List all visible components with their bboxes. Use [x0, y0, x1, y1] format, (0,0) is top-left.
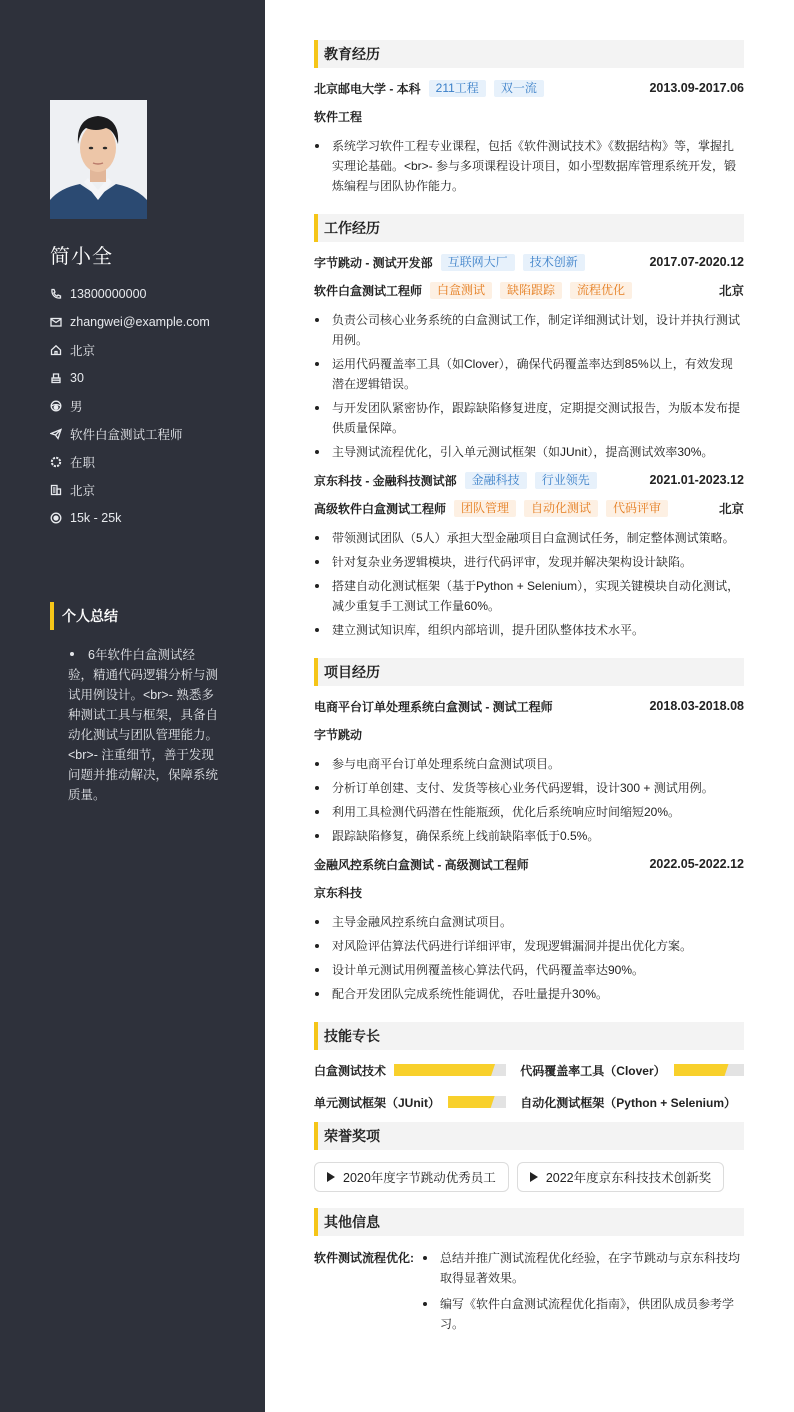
status-text: 在职 — [70, 456, 96, 470]
summary-title: 个人总结 — [50, 602, 118, 630]
company-tag: 金融科技 — [465, 472, 527, 489]
skill-name: 白盒测试技术 — [314, 1063, 387, 1078]
sidebar — [0, 0, 265, 1412]
company-tag: 互联网大厂 — [441, 254, 515, 271]
list-item: 跟踪缺陷修复，确保系统上线前缺陷率低于0.5%。 — [314, 826, 744, 846]
section-title-work: 工作经历 — [314, 214, 744, 242]
info-age — [50, 364, 210, 392]
skill-fill — [448, 1096, 495, 1108]
role-tag: 自动化测试 — [524, 500, 598, 517]
salary-icon — [50, 512, 62, 524]
project-entry — [314, 856, 744, 1004]
list-item: 搭建自动化测试框架（基于Python + Selenium），实现关键模块自动化测试，减少重复手工测试工作量60%。 — [314, 576, 744, 616]
list-item: 主导金融风控系统白盒测试项目。 — [314, 912, 744, 932]
info-work-city — [50, 476, 210, 504]
job-role: 软件白盒测试工程师 — [314, 283, 423, 298]
email-text: zhangwei@example.com — [70, 315, 210, 329]
list-item: 带领测试团队（5人）承担大型金融项目白盒测试任务，制定整体测试策略。 — [314, 528, 744, 548]
project-header — [314, 698, 744, 714]
other-section — [314, 1208, 744, 1340]
play-triangle-icon — [327, 1172, 335, 1182]
award-text: 2020年度字节跳动优秀员工 — [343, 1171, 496, 1185]
work-city-text: 北京 — [70, 484, 96, 498]
education-period: 2013.09-2017.06 — [649, 81, 744, 95]
list-item: 对风险评估算法代码进行详细评审，发现逻辑漏洞并提出优化方案。 — [314, 936, 744, 956]
major: 软件工程 — [314, 110, 363, 124]
school-tag: 双一流 — [494, 80, 544, 97]
school-tag: 211工程 — [429, 80, 486, 97]
list-item: 系统学习软件工程专业课程，包括《软件测试技术》《数据结构》等，掌握扎实理论基础。<br>- 参与多项课程设计项目，如小型数据库管理系统开发，锻炼编程与团队协作能力。 — [314, 136, 744, 196]
building-icon — [50, 484, 62, 496]
info-salary — [50, 504, 210, 532]
project-name: 金融风控系统白盒测试 - 高级测试工程师 — [314, 857, 529, 872]
awards-section — [314, 1122, 744, 1192]
section-title-education: 教育经历 — [314, 40, 744, 68]
skill-name: 代码覆盖率工具（Clover） — [520, 1063, 666, 1078]
job-bullets — [314, 310, 744, 462]
award-item[interactable] — [314, 1162, 509, 1192]
project-bullets — [314, 754, 744, 846]
play-triangle-icon — [530, 1172, 538, 1182]
section-title-skills: 技能专长 — [314, 1022, 744, 1050]
home-icon — [50, 344, 62, 356]
phone-icon — [50, 288, 62, 300]
project-period: 2022.05-2022.12 — [649, 857, 744, 871]
section-title-awards: 荣誉奖项 — [314, 1122, 744, 1150]
position-text: 软件白盒测试工程师 — [70, 428, 183, 442]
work-section — [314, 214, 744, 640]
role-tag: 代码评审 — [606, 500, 668, 517]
avatar-photo — [50, 100, 147, 219]
job-bullets — [314, 528, 744, 640]
company-name: 字节跳动 - 测试开发部 — [314, 255, 433, 270]
school-name: 北京邮电大学 - 本科 — [314, 81, 421, 96]
list-item: 总结并推广测试流程优化经验，在字节跳动与京东科技均取得显著效果。 — [422, 1248, 744, 1288]
main-content — [314, 40, 744, 1340]
skill-fill — [394, 1064, 495, 1076]
company-tag: 技术创新 — [523, 254, 585, 271]
awards-list — [314, 1162, 744, 1192]
skill-name: 单元测试框架（JUnit） — [314, 1095, 441, 1110]
salary-text: 15k - 25k — [70, 511, 122, 525]
list-item: 针对复杂业务逻辑模块，进行代码评审，发现并解决架构设计缺陷。 — [314, 552, 744, 572]
gender-icon — [50, 400, 62, 412]
skill-bar — [674, 1064, 744, 1076]
project-bullets — [314, 912, 744, 1004]
list-item: 负责公司核心业务系统的白盒测试工作，制定详细测试计划，设计并执行测试用例。 — [314, 310, 744, 350]
skill-bar — [448, 1096, 506, 1108]
list-item: 配合开发团队完成系统性能调优，吞吐量提升30%。 — [314, 984, 744, 1004]
education-bullets — [314, 136, 744, 196]
award-text: 2022年度京东科技技术创新奖 — [545, 1171, 712, 1185]
job-header — [314, 254, 744, 270]
status-icon — [50, 456, 62, 468]
role-tag: 白盒测试 — [430, 282, 492, 299]
candidate-name: 简小全 — [50, 246, 113, 268]
age-icon — [50, 372, 62, 384]
info-phone — [50, 280, 210, 308]
role-tag: 团队管理 — [454, 500, 516, 517]
list-item: 设计单元测试用例覆盖核心算法代码，代码覆盖率达90%。 — [314, 960, 744, 980]
role-tag: 流程优化 — [570, 282, 632, 299]
job-entry — [314, 472, 744, 640]
info-status — [50, 448, 210, 476]
job-location: 北京 — [718, 502, 744, 516]
skill-item — [314, 1062, 506, 1078]
project-name: 电商平台订单处理系统白盒测试 - 测试工程师 — [314, 699, 553, 714]
other-row — [314, 1248, 744, 1340]
list-item: 分析订单创建、支付、发货等核心业务代码逻辑，设计300 + 测试用例。 — [314, 778, 744, 798]
mail-icon — [50, 316, 62, 328]
contact-info-list — [50, 280, 210, 532]
list-item: 建立测试知识库，组织内部培训，提升团队整体技术水平。 — [314, 620, 744, 640]
list-item: 编写《软件白盒测试流程优化指南》，供团队成员参考学习。 — [422, 1294, 744, 1334]
company-name: 京东科技 - 金融科技测试部 — [314, 473, 457, 488]
role-tag: 缺陷跟踪 — [500, 282, 562, 299]
skill-name: 自动化测试框架（Python + Selenium） — [520, 1095, 736, 1110]
projects-section — [314, 658, 744, 1004]
gender-text: 男 — [70, 400, 83, 414]
company-tag: 行业领先 — [535, 472, 597, 489]
phone-text: 13800000000 — [70, 287, 147, 301]
skill-item — [314, 1094, 506, 1110]
award-item[interactable] — [517, 1162, 724, 1192]
age-text: 30 — [70, 371, 84, 385]
list-item: 与开发团队紧密协作，跟踪缺陷修复进度，定期提交测试报告，为版本发布提供质量保障。 — [314, 398, 744, 438]
skill-item — [520, 1062, 744, 1078]
avatar — [50, 100, 147, 219]
job-role-row — [314, 282, 744, 298]
other-bullets — [422, 1248, 744, 1340]
job-entry — [314, 254, 744, 462]
bullet-dot — [70, 652, 74, 656]
education-section — [314, 40, 744, 196]
education-header — [314, 80, 744, 96]
skills-section — [314, 1022, 744, 1110]
list-item: 参与电商平台订单处理系统白盒测试项目。 — [314, 754, 744, 774]
list-item: 运用代码覆盖率工具（如Clover），确保代码覆盖率达到85%以上，有效发现潜在逻辑错误。 — [314, 354, 744, 394]
summary-body — [68, 645, 218, 805]
skill-bar — [394, 1064, 506, 1076]
send-icon — [50, 428, 62, 440]
job-role: 高级软件白盒测试工程师 — [314, 501, 447, 516]
list-item: 主导测试流程优化，引入单元测试框架（如JUnit），提高测试效率30%。 — [314, 442, 744, 462]
info-email — [50, 308, 210, 336]
project-period: 2018.03-2018.08 — [649, 699, 744, 713]
summary-text: 6年软件白盒测试经验，精通代码逻辑分析与测试用例设计。<br>- 熟悉多种测试工具与框架，具备自动化测试与团队管理能力。<br>- 注重细节，善于发现问题并推动解决，保障系统质量。 — [68, 648, 219, 802]
info-position — [50, 420, 210, 448]
skills-grid — [314, 1062, 744, 1110]
project-company: 京东科技 — [314, 886, 363, 900]
section-title-other: 其他信息 — [314, 1208, 744, 1236]
info-city — [50, 336, 210, 364]
list-item: 利用工具检测代码潜在性能瓶颈，优化后系统响应时间缩短20%。 — [314, 802, 744, 822]
job-period: 2021.01-2023.12 — [649, 473, 744, 487]
skill-fill — [674, 1064, 729, 1076]
project-entry — [314, 698, 744, 846]
job-header — [314, 472, 744, 488]
section-title-projects: 项目经历 — [314, 658, 744, 686]
project-company: 字节跳动 — [314, 728, 363, 742]
info-gender — [50, 392, 210, 420]
skill-item — [520, 1094, 744, 1110]
job-role-row — [314, 500, 744, 516]
city-text: 北京 — [70, 344, 96, 358]
project-header — [314, 856, 744, 872]
other-label: 软件测试流程优化: — [314, 1251, 414, 1265]
job-location: 北京 — [718, 284, 744, 298]
job-period: 2017.07-2020.12 — [649, 255, 744, 269]
